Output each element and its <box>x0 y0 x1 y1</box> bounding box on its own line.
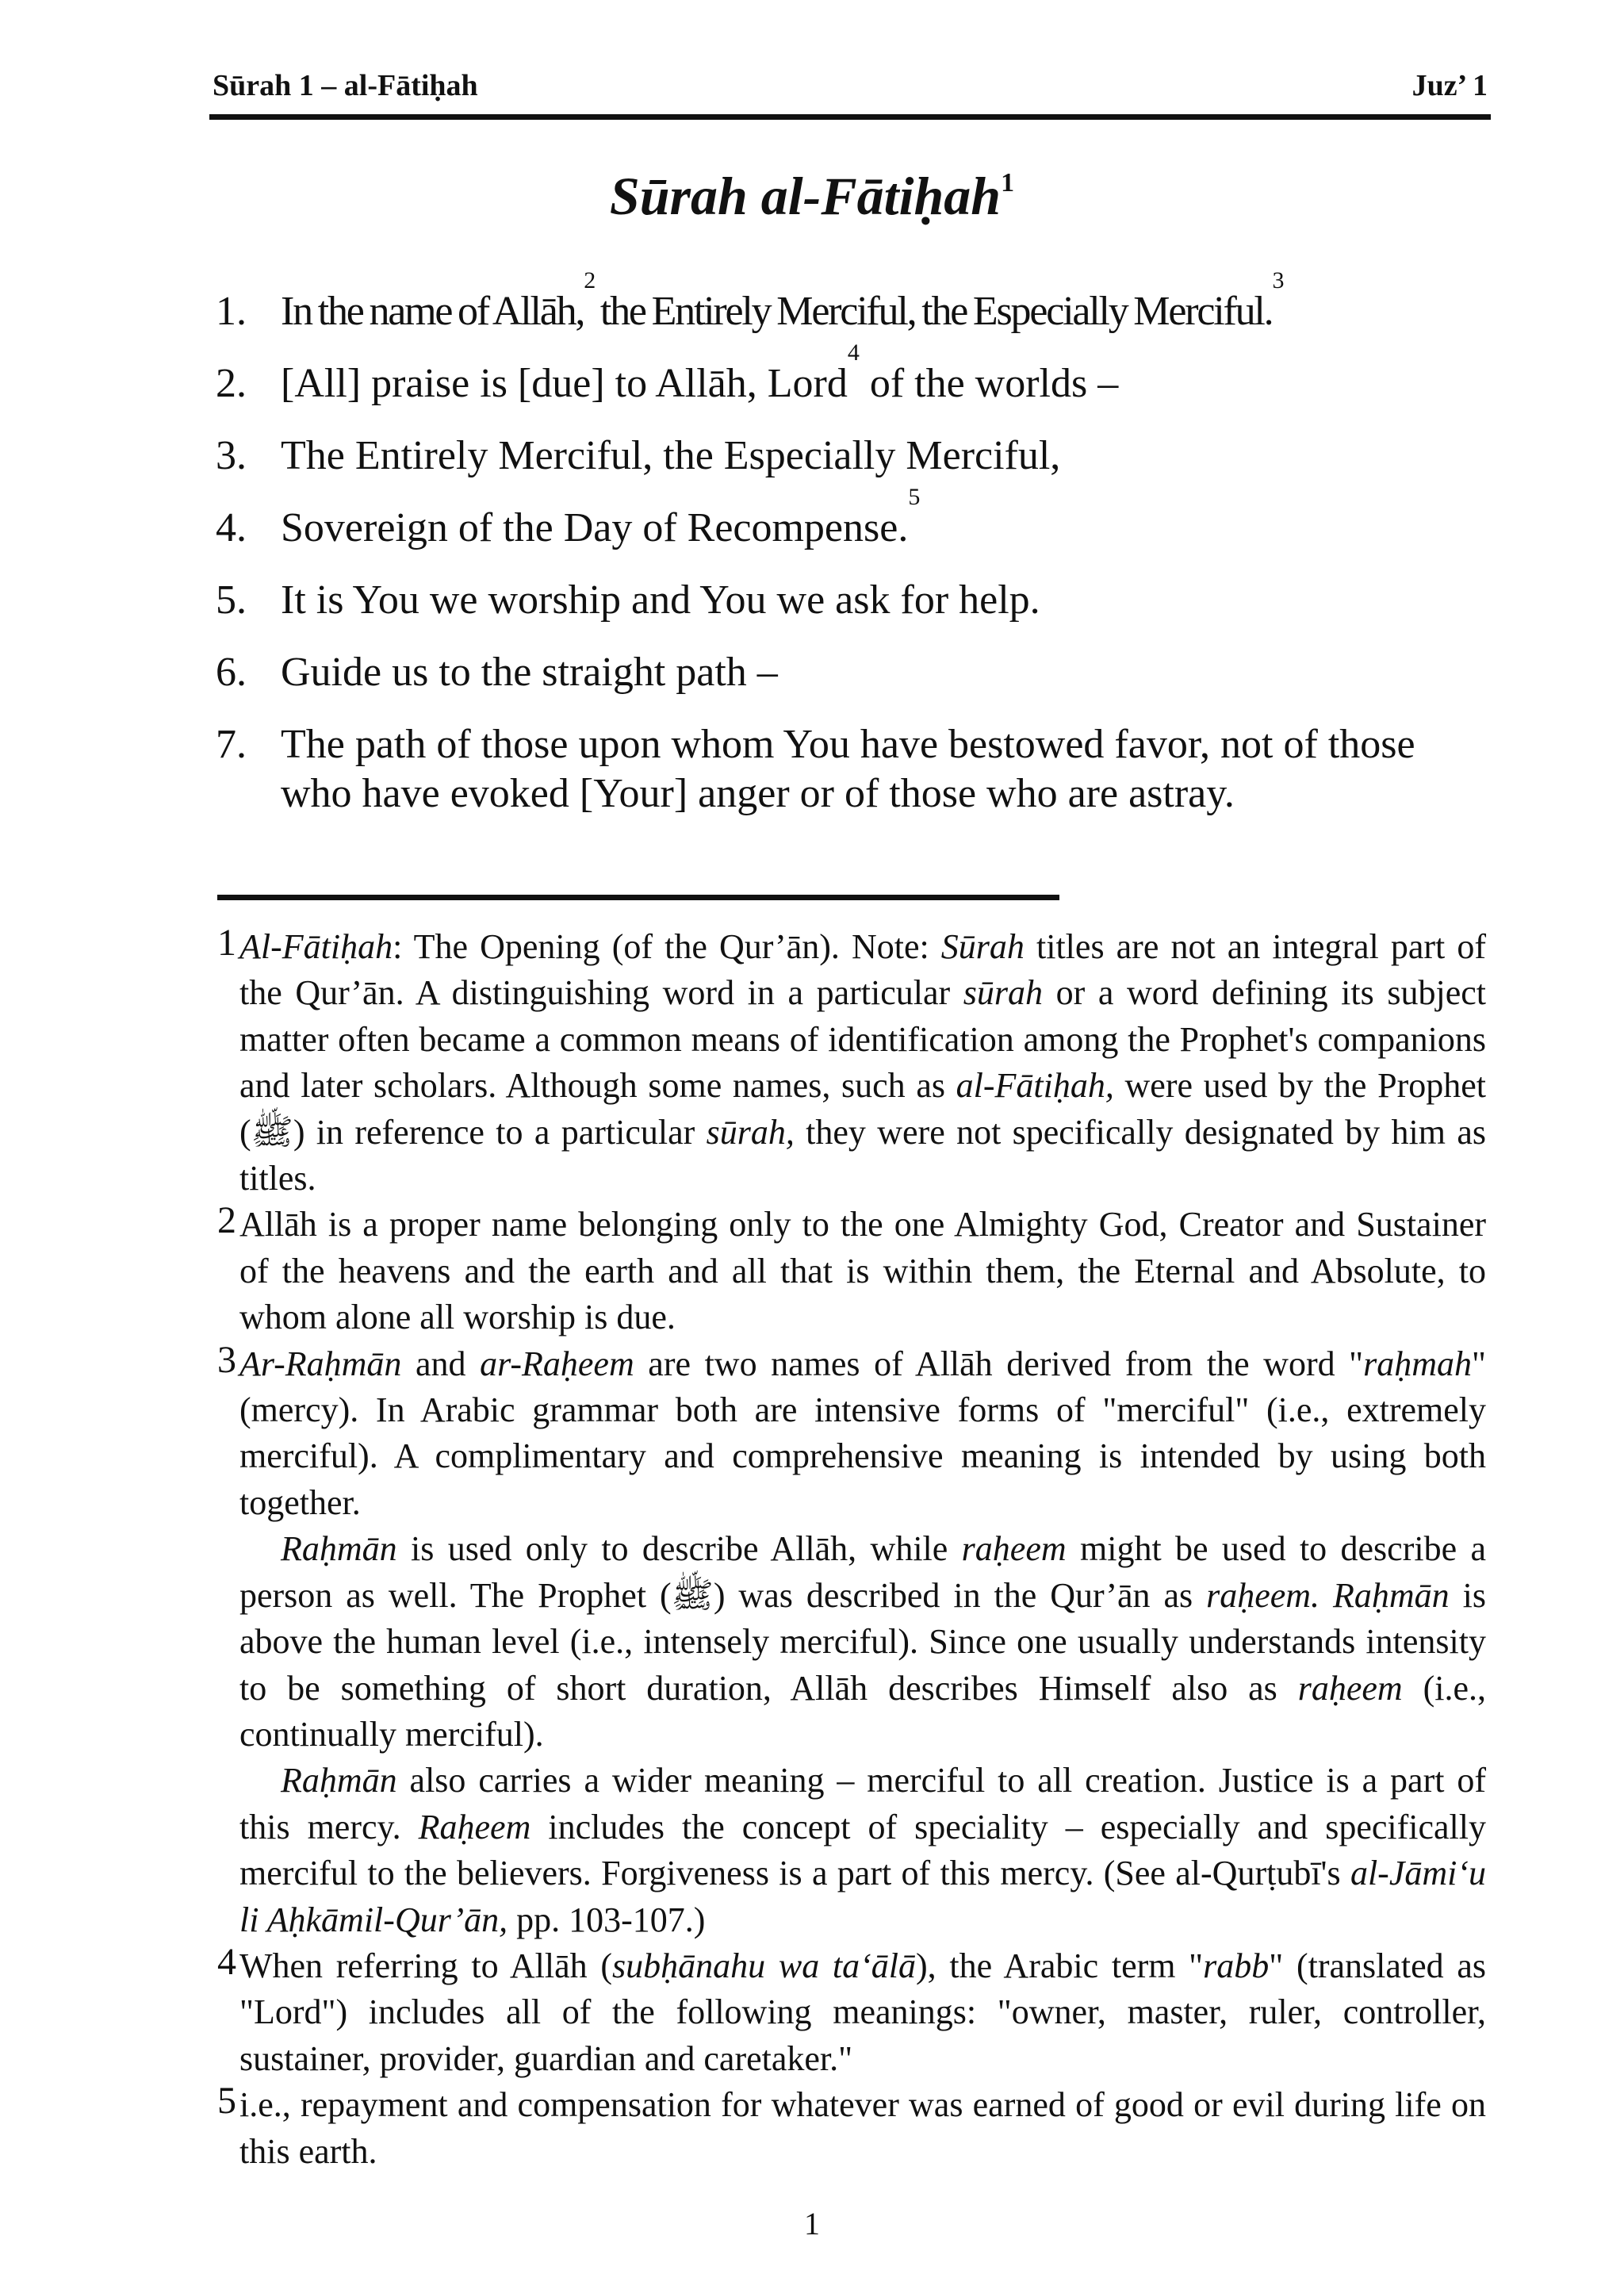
footnote-2: 2 Allāh is a proper name belonging only to the one Almighty God, Creator and Sustainer of the heavens and the earth and all that is within them, the Eternal and Absolute, to whom alone all worship is due. <box>217 1199 1486 1337</box>
verse-text: It is You we worship and You we ask for help. <box>281 577 1040 623</box>
title-text: Sūrah al-Fātiḥah <box>609 166 1002 226</box>
verse-text: In the name of Allāh,$^2$ the Entirely Merciful, the Especially Merciful.$^3$ <box>281 267 1283 334</box>
title-footnote-ref: 1 <box>1001 168 1015 197</box>
verse-4 <box>216 484 1492 553</box>
footnote-marker: 4 <box>217 1940 236 1983</box>
footnote-marker: 3 <box>217 1338 236 1381</box>
verse-5 <box>216 576 1492 625</box>
footnote-ref: 2 <box>584 267 595 293</box>
footnotes <box>213 924 1486 2175</box>
running-header <box>213 68 1488 103</box>
header-surah: Sūrah 1 – al-Fātiḥah <box>213 69 478 102</box>
verse-number: 4. <box>216 505 247 550</box>
page-number: 1 <box>804 2206 820 2241</box>
footnote-ref: 3 <box>1272 267 1283 293</box>
footnote-marker: 5 <box>217 2080 236 2123</box>
verse-text: [All] praise is [due] to Allāh, Lord$^4$ of the worlds – <box>281 339 1119 406</box>
verse-number: 6. <box>216 650 247 695</box>
verse-text: The path of those upon whom You have bestowed favor, not of those who have evoked [Your] anger or of those who are astray. <box>281 722 1415 816</box>
footnote-3: 3 Ar-Raḥmān and ar-Raḥeem are two names of Allāh derived from the word "raḥmah" (mercy). In Arabic grammar both are intensive forms of "merciful" (i.e., extremely merciful). A complimentary and comprehensive meaning is intended by using both together. <box>217 1338 1486 1522</box>
footnote-4: 4 When referring to Allāh (subḥānahu wa ta‘ālā), the Arabic term "rabb" (translated as "Lord") includes all of the following meanings: "owner, master, ruler, controller, sustainer, provider, guardian and caretaker." <box>217 1940 1487 2078</box>
verse-text: Sovereign of the Day of Recompense.$^5$ <box>281 484 921 550</box>
verse-number: 7. <box>216 722 247 767</box>
verse-1 <box>216 267 1492 336</box>
footnote-5: 5 i.e., repayment and compensation for whatever was earned of good or evil during life on this earth. <box>217 2080 1486 2171</box>
verse-6 <box>216 648 1492 697</box>
verse-2 <box>216 339 1492 408</box>
verse-number: 5. <box>216 577 247 623</box>
footnote-3-para-3: Raḥmān also carries a wider meaning – merciful to all creation. Justice is a part of this mercy. Raḥeem includes the concept of speciality – especially and specifically merciful to the believers. Forgiveness is a part of this mercy. (See al-Qurṭubī's al-Jāmi‘u li Aḥkāmil-Qur’ān, pp. 103-107.) <box>239 1761 1486 1939</box>
footnote-marker: 2 <box>217 1199 236 1242</box>
header-rule <box>209 114 1491 120</box>
page-title <box>0 165 1624 228</box>
footnote-ref: 4 <box>847 339 860 366</box>
verse-number: 1. <box>216 289 247 334</box>
verse-text: Guide us to the straight path – <box>281 650 778 695</box>
verse-7 <box>216 720 1492 819</box>
verse-text: The Entirely Merciful, the Especially Merciful, <box>281 433 1061 478</box>
verse-list <box>216 267 1492 842</box>
footnote-1: 1 Al-Fātiḥah: The Opening (of the Qur’ān). Note: Sūrah titles are not an integral part of the Qur’ān. A distinguishing word in a particular sūrah or a word defining its subject matter often became a common means of identification among the Prophet's companions and later scholars. Although some names, such as al-Fātiḥah, were used by the Prophet (ﷺ) in reference to a particular sūrah, they were not specifically designated by him as titles. <box>217 922 1486 1198</box>
footnote-3-para-2: Raḥmān is used only to describe Allāh, while raḥeem might be used to describe a person as well. The Prophet (ﷺ) was described in the Qur’ān as raḥeem. Raḥmān is above the human level (i.e., intensely merciful). Since one usually understands intensity to be something of short duration, Allāh describes Himself also as raḥeem (i.e., continually merciful). <box>239 1529 1487 1754</box>
footnote-separator <box>217 895 1059 900</box>
verse-3 <box>216 431 1492 481</box>
verse-number: 3. <box>216 433 247 478</box>
footnote-marker: 1 <box>217 922 236 964</box>
footnote-ref: 5 <box>908 484 921 510</box>
header-juz: Juz’ 1 <box>1411 69 1488 102</box>
verse-number: 2. <box>216 361 247 406</box>
